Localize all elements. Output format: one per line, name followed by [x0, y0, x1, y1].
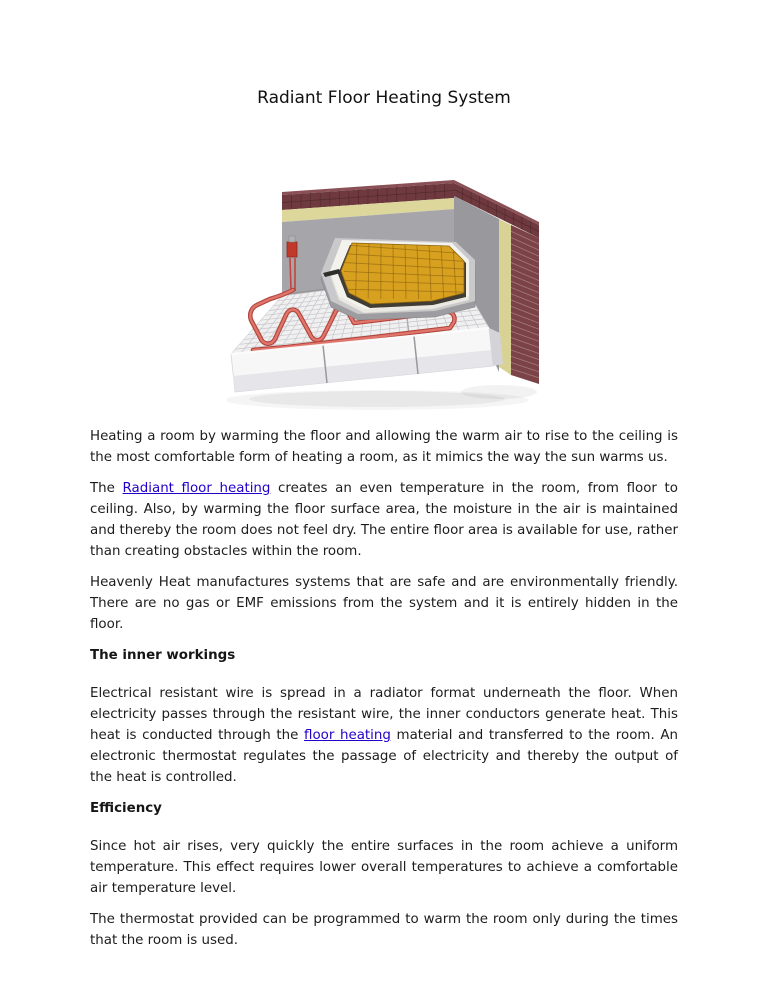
document-body: [90, 426, 678, 951]
radiant-floor-heating-illustration: [227, 176, 542, 416]
paragraph-heavenly-heat: Heavenly Heat manufactures systems that are safe and are environmentally friendly. There are no gas or EMF emissions from the system and it is entirely hidden in the floor.: [90, 575, 678, 632]
brick-wall-outer-face: [511, 225, 539, 384]
text-segment: material and transferred to the room. An electronic thermostat regulates the passage of electricity and thereby the output of the heat is controlled.: [90, 728, 678, 785]
text-segment: Electrical resistant wire is spread in a radiator format underneath the floor. When electricity passes through the resistant wire, the inner conductors generate heat. This heat is conducted through the: [90, 686, 678, 743]
section-heading-efficiency: Efficiency: [90, 801, 162, 816]
ground-shadow: [227, 385, 537, 410]
paragraph-radiant-heating: [90, 478, 678, 562]
text-segment: creates an even temperature in the room, from floor to ceiling. Also, by warming the floor surface area, the moisture in the air is maintained and thereby the room does not feel dry. The entire floor area is available for use, rather than creating obstacles within the room.: [90, 481, 679, 559]
radiant-floor-heating-link[interactable]: Radiant floor heating: [122, 481, 271, 496]
paragraph-efficiency: Since hot air rises, very quickly the entire surfaces in the room achieve a uniform temperature. This effect requires lower overall temperatures to achieve a comfortable air temperature level.: [90, 839, 678, 896]
paragraph-thermostat: The thermostat provided can be programmed to warm the room only during the times that the room is used.: [90, 912, 678, 948]
section-heading-inner-workings: The inner workings: [90, 648, 236, 663]
floor-layer-stack: [321, 237, 475, 320]
paragraph-inner-workings: [90, 683, 678, 788]
figure-container: [0, 176, 768, 416]
text-segment: The: [90, 481, 123, 496]
floor-heating-link[interactable]: floor heating: [304, 728, 391, 743]
page-title: Radiant Floor Heating System: [257, 88, 511, 108]
paragraph-intro: Heating a room by warming the floor and allowing the warm air to rise to the ceiling is the most comfortable form of heating a room, as it mimics the way the sun warms us.: [90, 429, 678, 465]
